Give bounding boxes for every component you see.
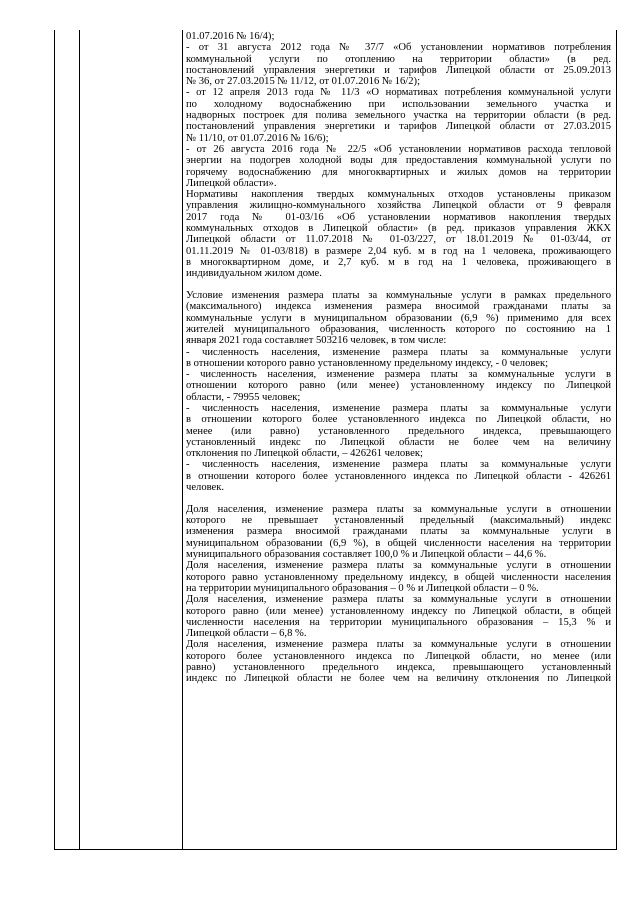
text-line: отклонения по Липецкой области, – 426261 человек; bbox=[186, 448, 423, 460]
text-line: в многоквартирном доме, и 2,7 куб. м в год на 1 человека, проживающего в bbox=[186, 256, 611, 268]
text-line: Липецкой области от 11.07.2018 № 01-03/227, от 18.01.2019 № 01-03/44, от bbox=[186, 234, 611, 246]
text-line: Доля населения, изменение размера платы за коммунальные услуги в отношении bbox=[186, 639, 611, 651]
text-line: менее (или равно) установленного предельного индекса, превышающего bbox=[186, 425, 611, 437]
text-line: индекс по Липецкой области не более чем на величину отклонения по Липецкой bbox=[186, 673, 611, 685]
paragraph-block-normatives bbox=[186, 31, 611, 280]
table-bottom-border bbox=[54, 849, 616, 850]
paragraph-gap bbox=[186, 280, 611, 291]
text-line: которого равно (или менее) установленному индексу по Липецкой области, в общей bbox=[186, 605, 611, 617]
text-line: Липецкой области – 6,8 %. bbox=[186, 628, 307, 640]
text-line: муниципального образования составляет 100,0 % и Липецкой области – 44,6 %. bbox=[186, 549, 547, 561]
text-line: в отношении которого более установленного индекса по Липецкой области - 426261 bbox=[186, 470, 611, 482]
text-line: - от 26 августа 2016 года № 22/5 «Об установлении нормативов расхода тепловой bbox=[186, 143, 611, 155]
text-line: муниципальном образовании (6,9 %), в общей численности населения на территории bbox=[186, 537, 611, 549]
text-line: в отношении которого более установленного индекса по Липецкой области, но bbox=[186, 414, 611, 426]
text-line: 2017 года № 01-03/16 «Об установлении нормативов накопления твердых bbox=[186, 211, 611, 223]
text-line: равно) установленного предельного индекса, превышающего установленный bbox=[186, 662, 611, 674]
text-line: - численность населения, изменение размера платы за коммунальные услуги bbox=[186, 346, 611, 358]
text-line: Доля населения, изменение размера платы за коммунальные услуги в отношении bbox=[186, 560, 611, 572]
text-line: которого равно установленному предельному индексу, в общей численности населения bbox=[186, 571, 611, 583]
text-line: Липецкой области». bbox=[186, 177, 277, 189]
text-line: - численность населения, изменение размера платы за коммунальные услуги bbox=[186, 459, 611, 471]
text-line: горячему водоснабжению для многоквартирных и жилых домов на территории bbox=[186, 166, 611, 178]
text-line: индивидуальном жилом доме. bbox=[186, 268, 322, 280]
column-divider-1 bbox=[79, 30, 80, 850]
text-line: Нормативы накопления твердых коммунальных отходов установлены приказом bbox=[186, 189, 611, 201]
text-line: коммунальных отходов в Липецкой области» (в ред. приказов управления ЖКХ bbox=[186, 223, 611, 235]
text-line: января 2021 года составляет 503216 человек, в том числе: bbox=[186, 335, 447, 347]
text-line: 01.07.2016 № 16/4); bbox=[186, 31, 275, 42]
text-line: (максимального) индекса изменения размера вносимой гражданами платы за bbox=[186, 301, 611, 313]
text-line: которого не превышает установленный предельный (максимальный) индекс bbox=[186, 515, 611, 527]
text-line: изменения размера вносимой гражданами платы за коммунальные услуги в bbox=[186, 526, 611, 538]
text-line: - от 31 августа 2012 года № 37/7 «Об установлении нормативов потребления bbox=[186, 42, 611, 54]
text-line: № 11/10, от 01.07.2016 № 16/6); bbox=[186, 132, 329, 144]
text-line: в отношении которого равно установленному предельному индексу, - 0 человек; bbox=[186, 357, 549, 369]
text-line: постановлений управления энергетики и тарифов Липецкой области от 25.09.2013 bbox=[186, 64, 611, 76]
text-line: по холодному водоснабжению при использовании земельного участка и bbox=[186, 98, 611, 110]
text-line: № 36, от 27.03.2015 № 11/12, от 01.07.2016 № 16/2); bbox=[186, 76, 421, 88]
text-line: которого более установленного индекса по Липецкой области, но менее (или bbox=[186, 650, 611, 662]
table-cell-text bbox=[186, 31, 611, 685]
text-line: - численность населения, изменение размера платы за коммунальные услуги bbox=[186, 403, 611, 414]
text-line: отношении которого равно (или менее) установленному индексу по Липецкой bbox=[186, 380, 611, 392]
text-line: управления жилищно-коммунального хозяйства Липецкой области от 9 февраля bbox=[186, 200, 611, 212]
paragraph-block-population-share bbox=[186, 504, 611, 685]
text-line: Доля населения, изменение размера платы за коммунальные услуги в отношении bbox=[186, 503, 611, 515]
text-line: постановлений управления энергетики и тарифов Липецкой области от 27.03.2015 bbox=[186, 121, 611, 133]
paragraph-block-index-condition bbox=[186, 290, 611, 493]
text-line: жителей муниципального образования, численность которого по состоянию на 1 bbox=[186, 323, 611, 335]
text-line: энергии на подогрев холодной воды для предоставления коммунальной услуги по bbox=[186, 155, 611, 167]
text-line: области, - 79955 человек; bbox=[186, 391, 301, 403]
text-line: Доля населения, изменение размера платы за коммунальные услуги в отношении bbox=[186, 594, 611, 606]
column-divider-2 bbox=[182, 30, 183, 850]
text-line: коммунальные услуги в муниципальном образовании (6,9 %) применимо для всех bbox=[186, 312, 611, 324]
text-line: - численность населения, изменение размера платы за коммунальные услуги в bbox=[186, 369, 611, 381]
text-line: 01.11.2019 № 01-03/818) в размере 2,04 куб. м в год на 1 человека, проживающего bbox=[186, 245, 611, 257]
text-line: коммунальной услуги по отоплению на территории области» (в ред. bbox=[186, 53, 611, 65]
text-line: - от 12 апреля 2013 года № 11/3 «О нормативах потребления коммунальной услуги bbox=[186, 87, 611, 99]
text-line: человек. bbox=[186, 482, 225, 494]
paragraph-gap bbox=[186, 493, 611, 504]
text-line: на территории муниципального образования – 0 % и Липецкой области – 0 %. bbox=[186, 582, 539, 594]
text-line: Условие изменения размера платы за коммунальные услуги в рамках предельного bbox=[186, 290, 611, 302]
text-line: установленный индекс по Липецкой области не более чем на величину bbox=[186, 436, 611, 448]
text-line: надворных построек для полива земельного участка на территории области (в ред. bbox=[186, 110, 611, 122]
text-line: численности населения на территории муниципального образования – 15,3 % и bbox=[186, 616, 611, 628]
